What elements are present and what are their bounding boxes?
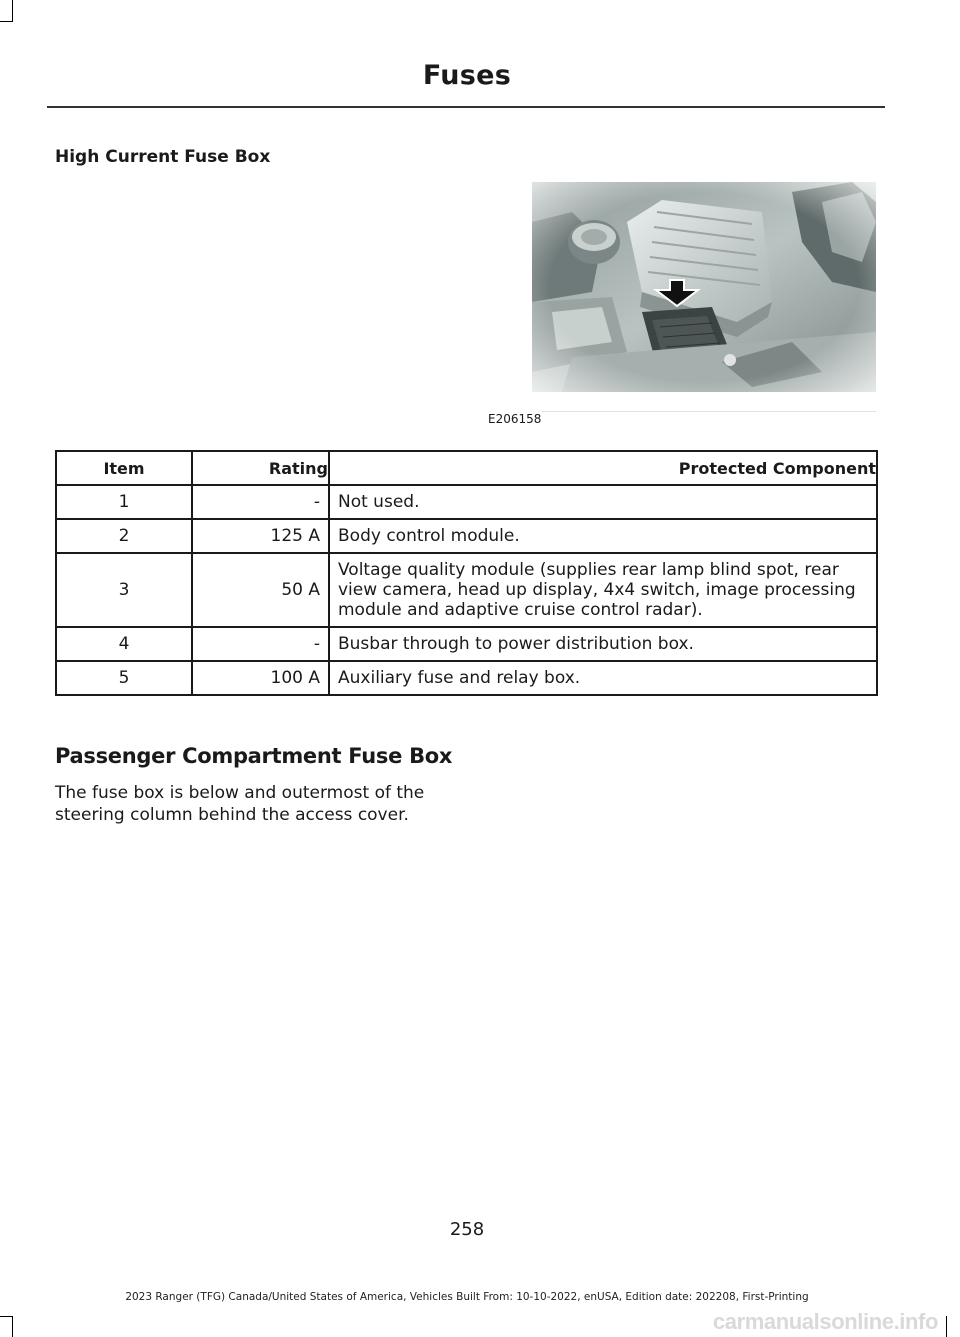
page-footer: 2023 Ranger (TFG) Canada/United States of America, Vehicles Built From: 10-10-2022, enUSA, Edition date: 202208, First-Printing: [125, 1291, 809, 1303]
page-header-title: Fuses: [422, 60, 512, 91]
cell-rating: 50 A: [192, 553, 329, 627]
crop-mark-bottom-left-h: [0, 1316, 13, 1317]
table-row: [56, 485, 877, 519]
section-title: High Current Fuse Box: [55, 147, 271, 167]
cell-protected-component: Busbar through to power distribution box.: [329, 627, 877, 661]
figure-label: E206158: [488, 412, 542, 426]
cell-rating: -: [192, 485, 329, 519]
cell-rating: -: [192, 627, 329, 661]
cell-item: 1: [56, 485, 192, 519]
subsection-title: Passenger Compartment Fuse Box: [55, 744, 453, 768]
crop-mark-bottom-right-v: [946, 1316, 947, 1337]
column-header-protected-component: Protected Component: [329, 451, 877, 485]
cell-protected-component: Voltage quality module (supplies rear lamp blind spot, rear view camera, head up display, 4x4 switch, image processing module and adaptive cruise control radar).: [329, 553, 877, 627]
body-paragraph: The fuse box is below and outermost of the steering column behind the access cover.: [55, 783, 425, 825]
table-row: [56, 661, 877, 695]
header-divider: [47, 106, 885, 108]
cell-item: 4: [56, 627, 192, 661]
cell-rating: 125 A: [192, 519, 329, 553]
cell-item: 5: [56, 661, 192, 695]
crop-mark-bottom-left-v: [12, 1316, 13, 1337]
cell-rating: 100 A: [192, 661, 329, 695]
crop-mark-top-left-v: [12, 0, 13, 22]
table-row: [56, 553, 877, 627]
cell-protected-component: Auxiliary fuse and relay box.: [329, 661, 877, 695]
cell-item: 2: [56, 519, 192, 553]
table-row: [56, 627, 877, 661]
fuse-table: [55, 450, 878, 696]
fuse-box-location-illustration: [532, 182, 876, 392]
cell-protected-component: Not used.: [329, 485, 877, 519]
page-number: 258: [449, 1219, 485, 1240]
crop-mark-top-left-h: [0, 21, 13, 22]
table-row: [56, 519, 877, 553]
cell-protected-component: Body control module.: [329, 519, 877, 553]
figure-baseline: [542, 411, 876, 412]
table-header-row: [56, 451, 877, 485]
column-header-rating: Rating: [192, 451, 329, 485]
watermark: carmanualsonline.info: [712, 1309, 938, 1334]
column-header-item: Item: [56, 451, 192, 485]
cell-item: 3: [56, 553, 192, 627]
